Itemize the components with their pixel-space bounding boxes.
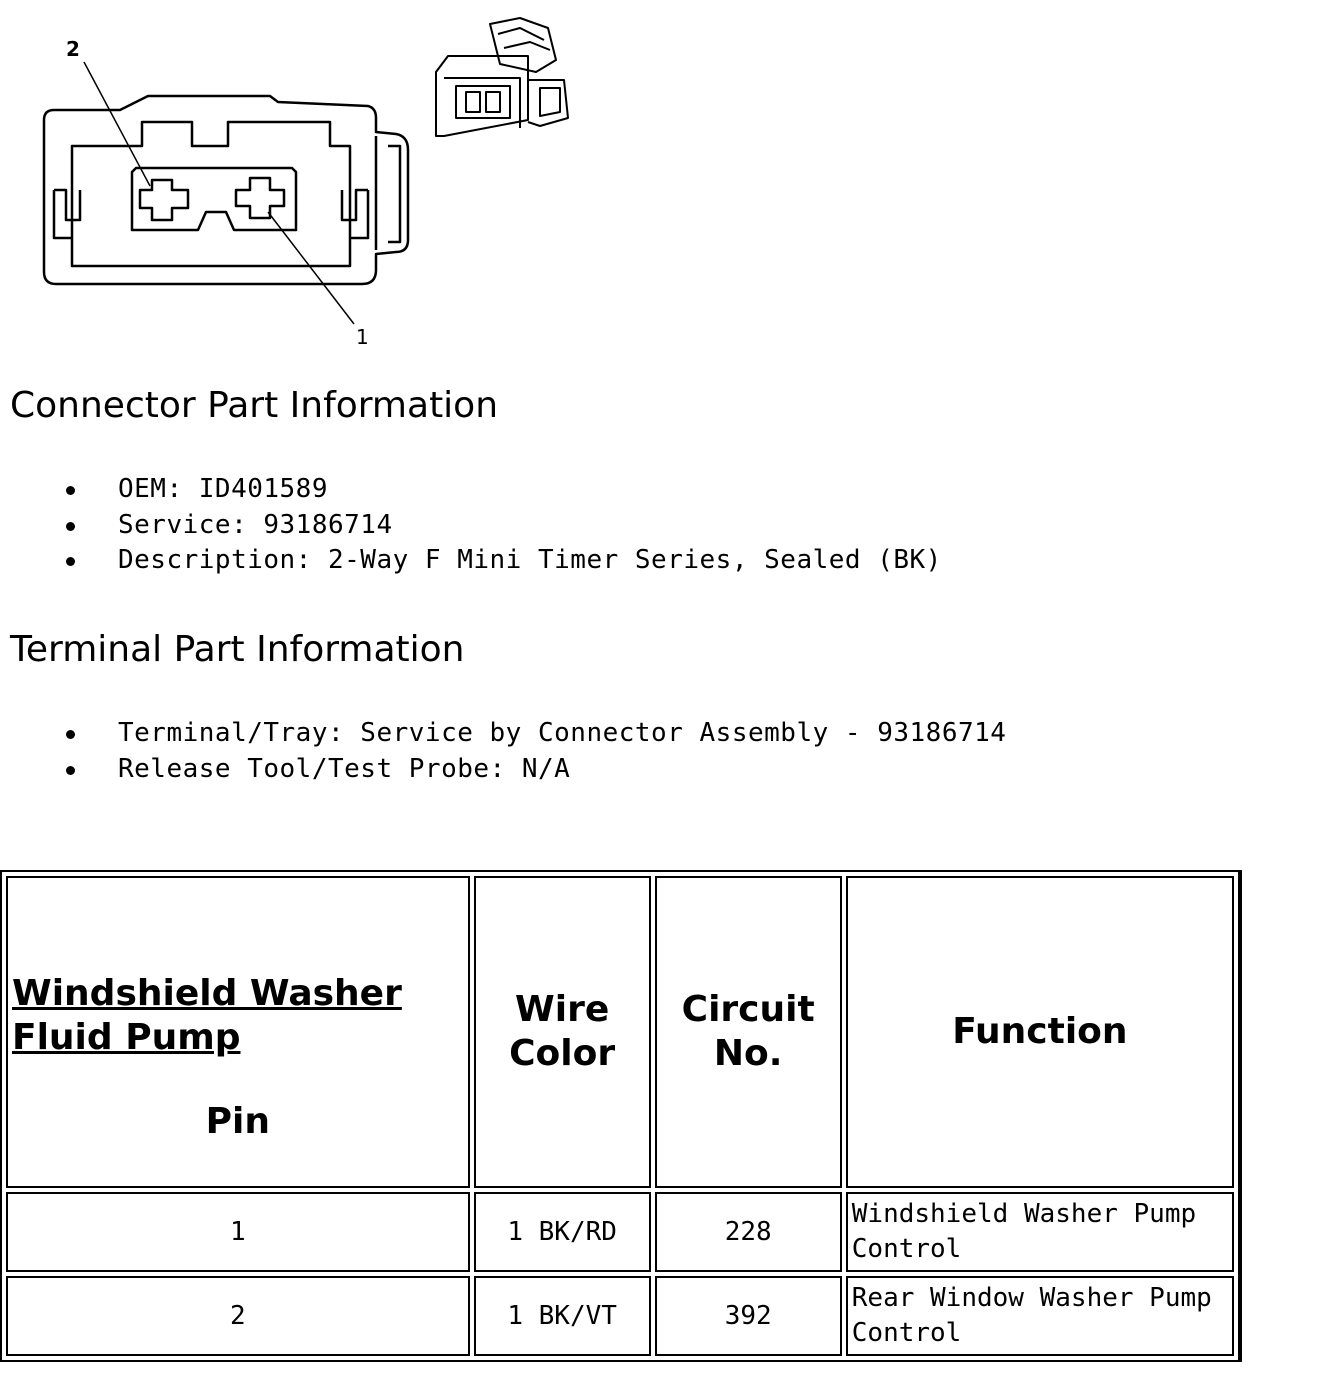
pin-table <box>0 870 1242 1362</box>
list-item: OEM: ID401589 <box>0 472 942 508</box>
list-item: Release Tool/Test Probe: N/A <box>0 752 1006 788</box>
list-item: Terminal/Tray: Service by Connector Assembly - 93186714 <box>0 716 1006 752</box>
connector-iso-view <box>436 18 568 136</box>
pin-header-title: Windshield Washer Fluid Pump <box>12 973 402 1058</box>
cell-circuit: 392 <box>655 1276 842 1356</box>
side-clip <box>376 136 400 250</box>
header-function: Function <box>846 876 1234 1188</box>
list-item: Service: 93186714 <box>0 508 942 544</box>
cell-wire-color: 1 BK/VT <box>474 1276 651 1356</box>
pin-header-sub: Pin <box>205 1101 271 1142</box>
bullet-icon <box>66 730 75 739</box>
cell-wire-color: 1 BK/RD <box>474 1192 651 1272</box>
left-latch <box>54 190 80 238</box>
bullet-icon <box>66 522 75 531</box>
connector-housing <box>44 96 408 284</box>
pin-1-terminal <box>236 178 284 218</box>
header-circuit-no: Circuit No. <box>655 876 842 1188</box>
connector-info-list <box>0 472 942 579</box>
cell-pin: 1 <box>6 1192 470 1272</box>
terminal-part-information-heading: Terminal Part Information <box>10 629 465 670</box>
bullet-icon <box>66 766 75 775</box>
list-item: Description: 2-Way F Mini Timer Series, Sealed (BK) <box>0 543 942 579</box>
bullet-icon <box>66 557 75 566</box>
table-row <box>6 1276 1234 1356</box>
connector-part-information-heading: Connector Part Information <box>10 385 499 426</box>
right-latch <box>342 190 368 238</box>
header-wire-color: Wire Color <box>474 876 651 1188</box>
cell-function: Windshield Washer Pump Control <box>846 1192 1234 1272</box>
terminal-info-list <box>0 716 1006 787</box>
cell-circuit: 228 <box>655 1192 842 1272</box>
connector-inner-frame <box>72 122 350 266</box>
callout-1: 1 <box>356 325 369 349</box>
pin-table-container <box>0 870 1242 1362</box>
bullet-icon <box>66 486 75 495</box>
table-header-row <box>6 876 1234 1188</box>
table-row <box>6 1192 1234 1272</box>
header-pin <box>6 876 470 1188</box>
cell-pin: 2 <box>6 1276 470 1356</box>
pin-2-terminal <box>140 180 188 220</box>
connector-diagram <box>0 0 620 360</box>
cell-function: Rear Window Washer Pump Control <box>846 1276 1234 1356</box>
callout-2: 2 <box>66 37 80 61</box>
